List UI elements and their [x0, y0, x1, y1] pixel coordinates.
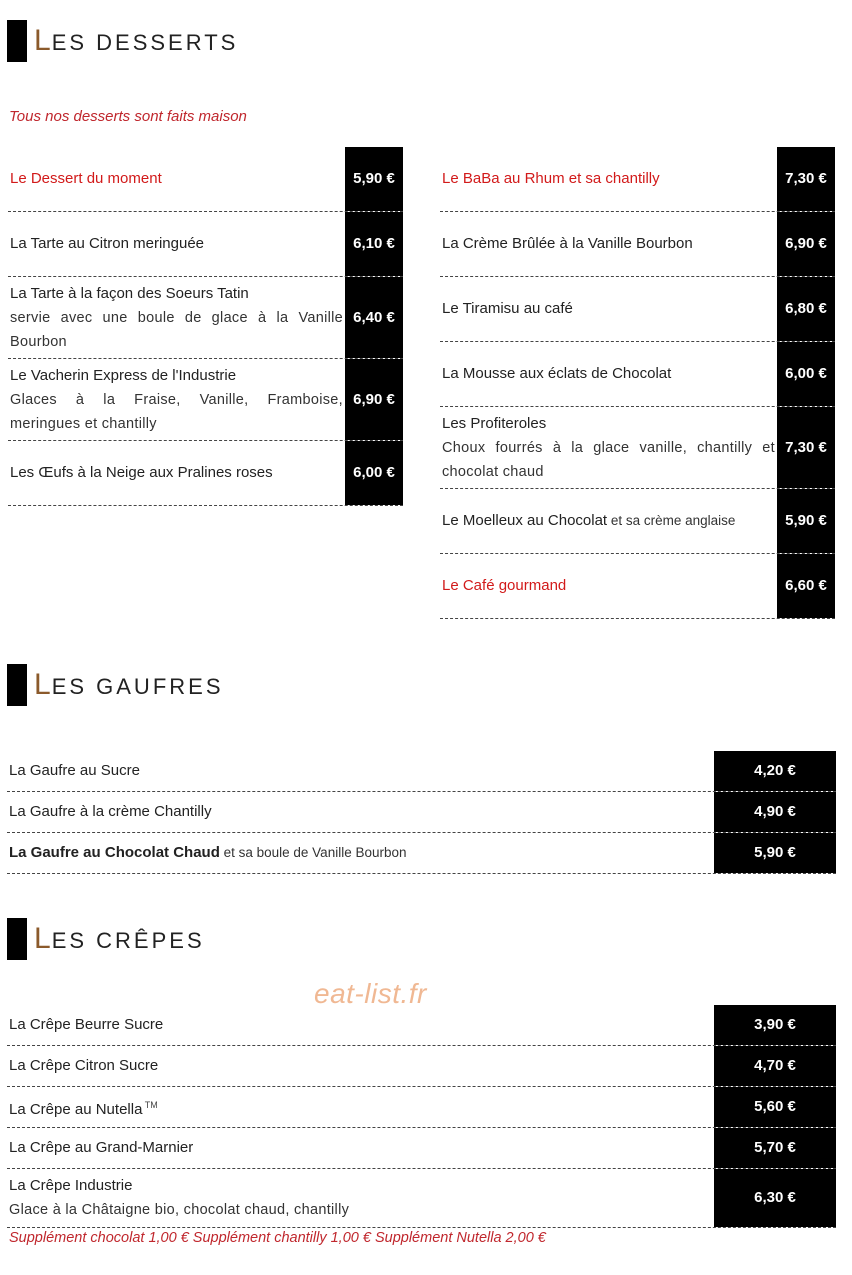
item-price: 4,20 €	[714, 751, 836, 791]
item-name: La Crêpe Beurre Sucre	[9, 1016, 164, 1033]
item-price: 5,90 €	[714, 833, 836, 873]
menu-item	[440, 277, 835, 342]
item-name: La Crêpe au Grand-Marnier	[9, 1139, 194, 1156]
item-name: Les Profiteroles	[442, 414, 547, 432]
menu-item	[7, 1087, 836, 1128]
item-price: 6,00 €	[777, 342, 835, 406]
gaufres-list	[7, 751, 836, 874]
item-name: La Mousse aux éclats de Chocolat	[442, 365, 672, 382]
menu-item	[440, 147, 835, 212]
menu-item	[440, 212, 835, 277]
desserts-subtitle: Tous nos desserts sont faits maison	[9, 108, 247, 125]
item-name: Les Œufs à la Neige aux Pralines roses	[10, 464, 273, 481]
menu-item	[8, 441, 403, 506]
desserts-left-column	[8, 147, 403, 506]
menu-item	[7, 1169, 836, 1228]
menu-item	[8, 147, 403, 212]
item-price: 5,90 €	[777, 489, 835, 553]
item-price: 6,60 €	[777, 554, 835, 618]
title-bar-decoration	[7, 664, 27, 706]
item-price: 5,90 €	[345, 147, 403, 211]
item-price: 5,70 €	[714, 1128, 836, 1168]
crepes-list	[7, 1005, 836, 1228]
desserts-right-column	[440, 147, 835, 619]
item-price: 6,90 €	[777, 212, 835, 276]
item-price: 6,30 €	[714, 1169, 836, 1227]
desserts-title-rest: ES DESSERTS	[51, 30, 239, 55]
item-description: Choux fourrés à la glace vanille, chantilly et chocolat chaud	[442, 439, 775, 480]
item-description: Glace à la Châtaigne bio, chocolat chaud, chantilly	[9, 1202, 350, 1218]
item-name: La Tarte à la façon des Soeurs Tatin	[10, 284, 249, 302]
menu-item	[440, 554, 835, 619]
menu-item	[440, 407, 835, 489]
item-name: La Crème Brûlée à la Vanille Bourbon	[442, 235, 693, 252]
item-name: Le Vacherin Express de l'Industrie	[10, 366, 237, 384]
item-name: La Gaufre au Sucre	[9, 762, 140, 779]
item-description: servie avec une boule de glace à la Vanille Bourbon	[10, 309, 343, 350]
menu-item	[440, 342, 835, 407]
gaufres-title-initial: L	[34, 668, 52, 701]
title-bar-decoration	[7, 20, 27, 62]
menu-item	[8, 212, 403, 277]
item-price: 6,40 €	[345, 277, 403, 358]
title-bar-decoration	[7, 918, 27, 960]
crepes-title	[7, 918, 205, 960]
menu-item	[7, 751, 836, 792]
crepes-title-rest: ES CRÊPES	[51, 928, 205, 953]
item-name: La Tarte au Citron meringuée	[10, 235, 205, 252]
item-name: La Crêpe au Nutella	[9, 1100, 143, 1118]
item-price: 3,90 €	[714, 1005, 836, 1045]
trademark-mark: TM	[142, 1099, 158, 1110]
item-name: Le Tiramisu au café	[442, 300, 573, 317]
gaufres-title	[7, 664, 224, 706]
item-name: Le Dessert du moment	[10, 170, 162, 187]
item-name: Le Moelleux au Chocolat	[442, 512, 608, 529]
item-price: 6,80 €	[777, 277, 835, 341]
item-name: Le Café gourmand	[442, 577, 567, 594]
item-price: 7,30 €	[777, 407, 835, 488]
menu-item	[7, 1005, 836, 1046]
item-price: 4,90 €	[714, 792, 836, 832]
menu-item	[7, 792, 836, 833]
desserts-title-initial: L	[34, 24, 52, 57]
item-price: 5,60 €	[714, 1087, 836, 1127]
menu-item	[7, 833, 836, 874]
item-suffix: et sa crème anglaise	[607, 513, 736, 528]
item-name: La Crêpe Industrie	[9, 1177, 133, 1194]
item-price: 4,70 €	[714, 1046, 836, 1086]
item-price: 6,90 €	[345, 359, 403, 440]
item-name: La Gaufre au Chocolat Chaud	[9, 844, 220, 861]
item-price: 6,10 €	[345, 212, 403, 276]
menu-item	[8, 359, 403, 441]
gaufres-title-rest: ES GAUFRES	[51, 674, 224, 699]
crepes-title-initial: L	[34, 922, 52, 955]
item-name: Le BaBa au Rhum et sa chantilly	[442, 170, 660, 187]
supplements-note: Supplément chocolat 1,00 € Supplément chantilly 1,00 € Supplément Nutella 2,00 €	[9, 1230, 546, 1246]
item-price: 6,00 €	[345, 441, 403, 505]
menu-item	[7, 1046, 836, 1087]
item-price: 7,30 €	[777, 147, 835, 211]
menu-item	[8, 277, 403, 359]
item-name: La Crêpe Citron Sucre	[9, 1057, 159, 1074]
item-name: La Gaufre à la crème Chantilly	[9, 803, 212, 820]
item-description: Glaces à la Fraise, Vanille, Framboise, meringues et chantilly	[10, 391, 343, 432]
item-suffix: et sa boule de Vanille Bourbon	[219, 845, 407, 860]
menu-item	[7, 1128, 836, 1169]
desserts-title	[7, 20, 238, 62]
watermark: eat-list.fr	[314, 978, 427, 1009]
menu-item	[440, 489, 835, 554]
